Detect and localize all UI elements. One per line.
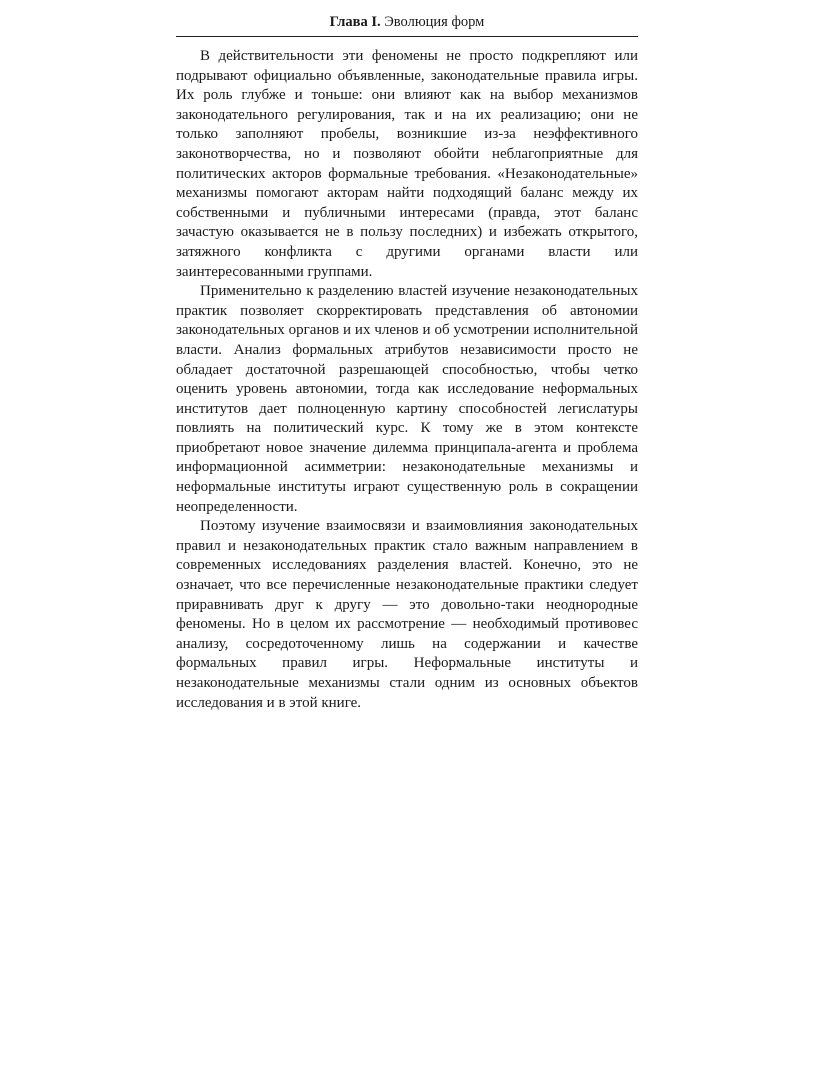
paragraph: Поэтому изучение взаимосвязи и взаимовлияния законодательных правил и незаконодательных практик стало важным направлением в современных исследованиях разделения властей. Конечно, это не означает, что все перечисленные незаконодательные практики следует приравнивать друг к другу — это довольно-таки неоднородные феномены. Но в целом их рассмотрение — необходимый противовес анализу, сосредоточенному лишь на содержании и качестве формальных правил игры. Неформальные институты и незаконодательные механизмы стали одним из основных объектов исследования и в этой книге.: [176, 518, 638, 711]
paragraph: В действительности эти феномены не просто подкрепляют или подрывают официально объявленные, законодательные правила игры. Их роль глубже и тоньше: они влияют как на выбор механизмов законодательного регулирования, так и на их реализацию; они не только заполняют пробелы, возникшие из-за неэффективного законотворчества, но и позволяют обойти неблагоприятные для политических акторов формальные требования. «Незаконодательные» механизмы помогают акторам найти подходящий баланс между их собственными и публичными интересами (правда, этот баланс зачастую оказывается не в пользу последних) и избежать открытого, затяжного конфликта с другими органами власти или заинтересованными группами.: [176, 48, 638, 280]
chapter-label: Глава I.: [329, 14, 381, 30]
body-text: [176, 47, 638, 713]
chapter-title: Эволюция форм: [384, 14, 485, 30]
paragraph: Применительно к разделению властей изучение незаконодательных практик позволяет скорректировать представления об автономии законодательных органов и их членов и об усмотрении исполнительной власти. Анализ формальных атрибутов независимости просто не обладает достаточной разрешающей способностью, чтобы четко оценить уровень автономии, тогда как исследование неформальных институтов дает полноценную картину способностей легислатуры повлиять на политический курс. К тому же в этом контексте приобретают новое значение дилемма принципала-агента и проблема информационной асимметрии: незаконодательные механизмы и неформальные институты играют существенную роль в сокращении неопределенности.: [176, 283, 638, 515]
running-head: [176, 12, 638, 37]
book-page: [176, 12, 638, 713]
